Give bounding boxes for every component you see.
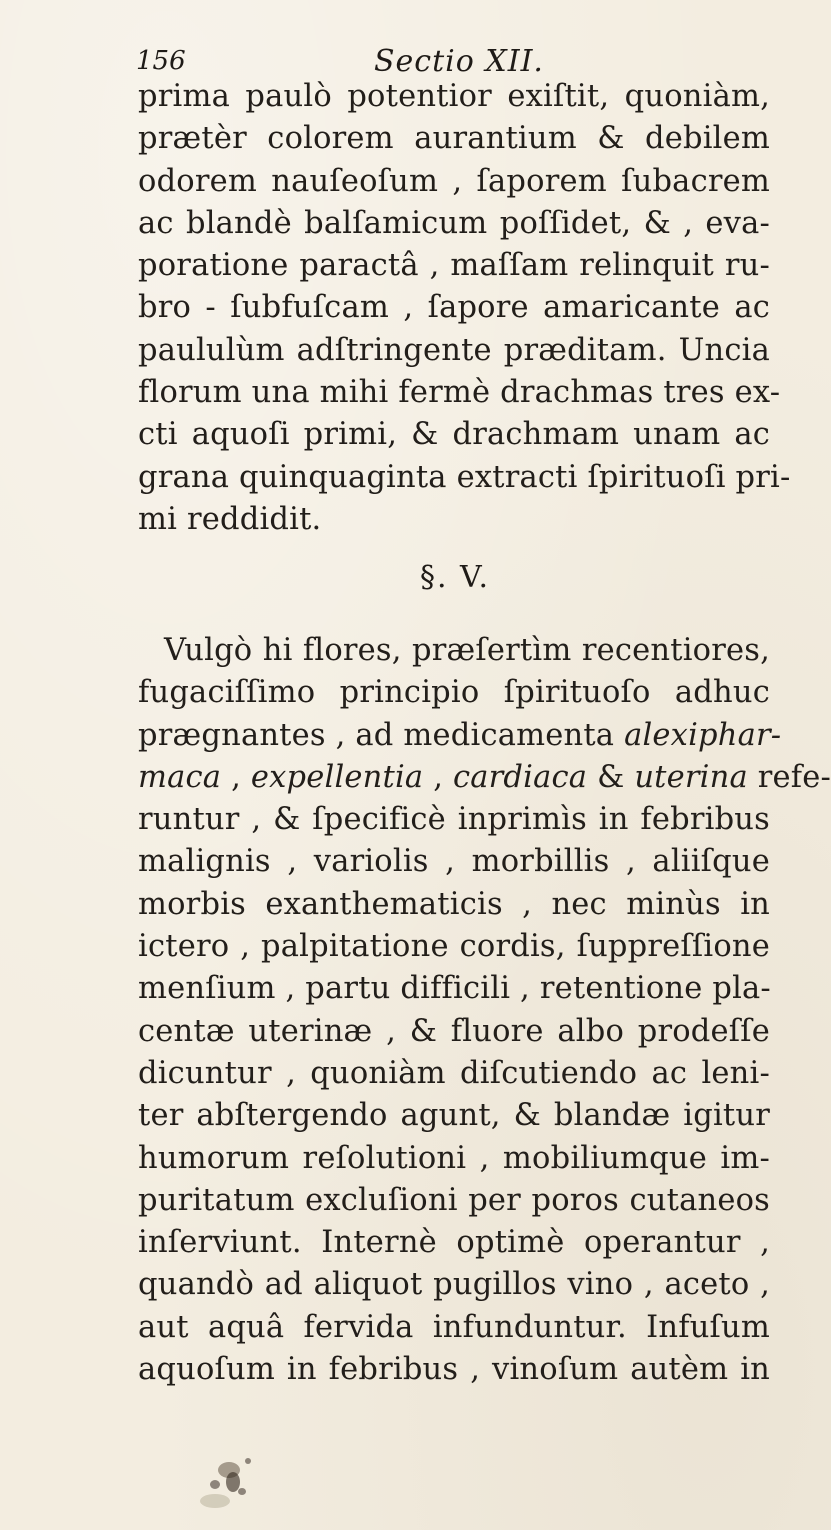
paragraph-1 (138, 76, 791, 541)
page-number: 156 (136, 46, 186, 76)
text-line-with-italics (138, 715, 782, 757)
text-line: florum una mihi fermè drachmas tres ex- (138, 375, 781, 411)
text-line: malignis , variolis , morbillis , aliiſque (138, 844, 770, 880)
text-line: menſium , partu difficili , retentione pla- (138, 971, 771, 1007)
text-line: runtur , & ſpecificè inprimìs in febribus (138, 802, 770, 838)
text-line: poratione paractâ , maſſam relinquit ru- (138, 248, 770, 284)
text-line: grana quinquaginta extracti ſpirituoſi pri- (138, 459, 791, 495)
text-segment: refe- (747, 759, 831, 795)
section-heading-text: §. V. (419, 560, 491, 595)
text-line: aut aquâ fervida infunduntur. Infuſum (138, 1309, 770, 1345)
section-heading (0, 560, 800, 595)
text-line: morbis exanthematicis , nec minùs in (138, 886, 770, 922)
text-line: Vulgò hi flores, præſertìm recentiores, (164, 633, 770, 668)
italic-term: uterina (634, 759, 748, 795)
text-line: prima paulò potentior exiſtit, quoniàm, (138, 79, 770, 114)
text-segment: prægnantes , ad medicamenta (138, 717, 625, 753)
text-line: paululùm adſtringente præditam. Uncia (138, 332, 770, 368)
text-line-with-italics (138, 757, 831, 799)
text-segment: , (221, 759, 251, 795)
text-line: ac blandè balſamicum poſſidet, & , eva- (138, 205, 770, 241)
italic-term: cardiaca (452, 759, 588, 795)
italic-term: maca (138, 759, 222, 795)
text-line: humorum reſolutioni , mobiliumque im- (138, 1140, 770, 1176)
text-line: centæ uterinæ , & fluore albo prodeſſe (138, 1013, 770, 1049)
text-line: aquoſum in febribus , vinoſum autèm in (138, 1352, 770, 1388)
text-line: ictero , palpitatione cordis, ſuppreſſione (138, 929, 770, 965)
text-segment: , (423, 759, 453, 795)
paragraph-2 (138, 630, 831, 1391)
text-line: inſerviunt. Internè optimè operantur , (138, 1225, 770, 1261)
italic-term: expellentia (250, 759, 424, 795)
text-line: prætèr colorem aurantium & debilem (138, 121, 770, 157)
text-segment: & (587, 759, 635, 795)
text-line: cti aquoſi primi, & drachmam unam ac (138, 417, 770, 453)
text-line: odorem nauſeoſum , ſaporem ſubacrem (138, 163, 770, 199)
ink-stain (190, 1450, 270, 1520)
text-line: mi reddidit. (138, 501, 322, 537)
text-line: puritatum excluſioni per poros cutaneos (138, 1182, 770, 1218)
text-line: bro - ſubfuſcam , ſapore amaricante ac (138, 290, 770, 326)
text-line: ter abſtergendo agunt, & blandæ igitur (138, 1098, 770, 1134)
text-line: fugaciſſimo principio ſpirituoſo adhuc (138, 675, 770, 711)
text-line: quandò ad aliquot pugillos vino , aceto , (138, 1267, 770, 1303)
running-head: Sectio XII. (374, 44, 544, 79)
italic-term: alexiphar- (624, 717, 782, 753)
text-line: dicuntur , quoniàm diſcutiendo ac leni- (138, 1055, 770, 1091)
